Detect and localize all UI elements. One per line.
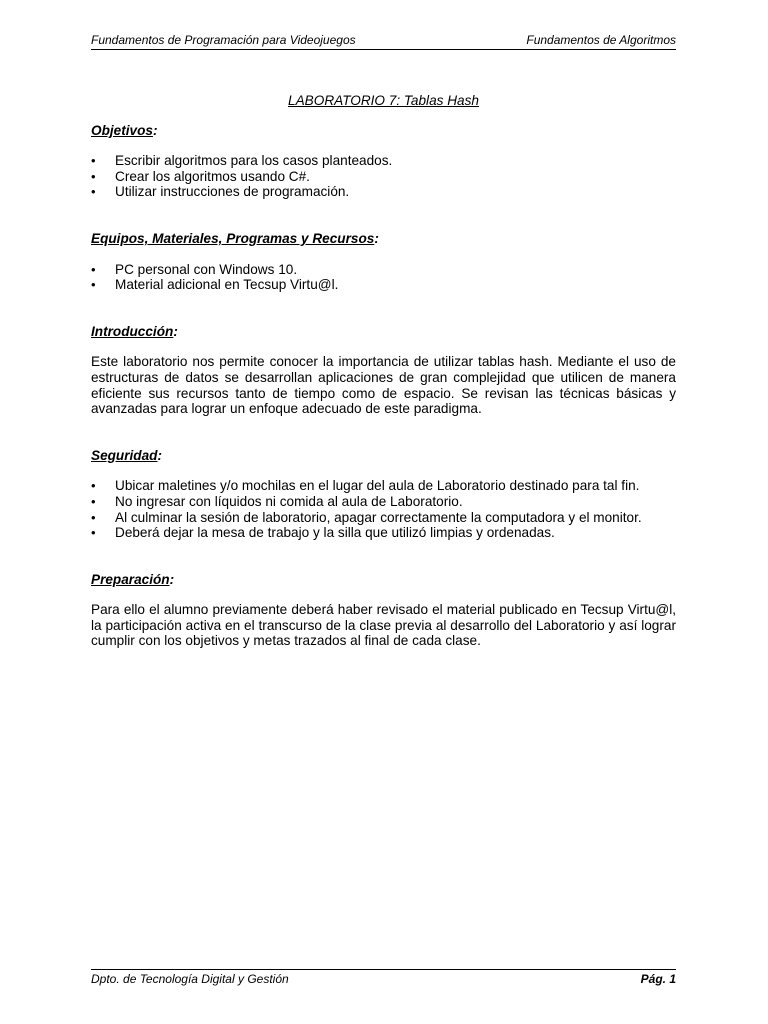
- heading-text: Equipos, Materiales, Programas y Recursos: [91, 230, 375, 246]
- bullet-icon: •: [91, 184, 96, 200]
- list-item: [91, 262, 676, 278]
- list-item-text: Material adicional en Tecsup Virtu@l.: [115, 277, 339, 293]
- heading-text: Objetivos: [91, 122, 153, 138]
- heading-text: Introducción: [91, 323, 174, 339]
- list-item: [91, 494, 676, 510]
- heading-colon: :: [173, 323, 178, 339]
- heading-colon: :: [169, 571, 175, 587]
- page-number: Pág. 1: [640, 972, 676, 986]
- page-footer: [91, 969, 676, 987]
- heading-colon: :: [152, 122, 158, 138]
- section-heading-seguridad: [91, 448, 676, 464]
- list-item-text: Utilizar instrucciones de programación.: [115, 184, 350, 200]
- list-item: [91, 525, 676, 541]
- section-heading-equipos: [91, 231, 676, 247]
- section-heading-preparacion: [91, 572, 676, 588]
- list-item-text: Crear los algoritmos usando C#.: [115, 168, 310, 184]
- heading-colon: :: [374, 230, 379, 246]
- preparacion-paragraph: Para ello el alumno previamente deberá haber revisado el material publicado en Tecsup Virtu@l, la participación activa en el transcurso de la clase previa al desarrollo del Laboratorio y así lograr cumplir con los objetivos y metas trazados al final de cada clase.: [91, 602, 676, 649]
- document-title: LABORATORIO 7: Tablas Hash: [288, 93, 479, 108]
- page-content: [91, 93, 676, 649]
- list-item: [91, 510, 676, 526]
- list-item: [91, 153, 676, 169]
- objetivos-list: [91, 153, 676, 200]
- page-header: [91, 33, 676, 50]
- list-item-text: PC personal con Windows 10.: [115, 261, 298, 277]
- header-course: Fundamentos de Programación para Videojuegos: [91, 33, 356, 47]
- bullet-icon: •: [91, 153, 96, 169]
- list-item-text: Al culminar la sesión de laboratorio, apagar correctamente la computadora y el monitor.: [115, 509, 642, 525]
- list-item: [91, 169, 676, 185]
- heading-text: Seguridad: [91, 447, 158, 463]
- bullet-icon: •: [91, 525, 96, 541]
- section-heading-objetivos: [91, 123, 676, 139]
- section-heading-introduccion: [91, 324, 676, 340]
- bullet-icon: •: [91, 277, 96, 293]
- heading-colon: :: [157, 447, 162, 463]
- bullet-icon: •: [91, 509, 96, 525]
- list-item: [91, 277, 676, 293]
- list-item: [91, 184, 676, 200]
- list-item-text: Deberá dejar la mesa de trabajo y la silla que utilizó limpias y ordenadas.: [115, 525, 555, 541]
- seguridad-list: [91, 478, 676, 540]
- list-item-text: Ubicar maletines y/o mochilas en el lugar del aula de Laboratorio destinado para tal fin.: [115, 478, 640, 494]
- introduccion-paragraph: Este laboratorio nos permite conocer la importancia de utilizar tablas hash. Mediante el uso de estructuras de datos se desarrollan aplicaciones de gran complejidad que utilicen de manera eficiente sus recursos tanto de tiempo como de espacio. Se revisan las técnicas básicas y avanzadas para lograr un enfoque adecuado de este paradigma.: [91, 354, 676, 417]
- bullet-icon: •: [91, 493, 96, 509]
- footer-department: Dpto. de Tecnología Digital y Gestión: [91, 972, 289, 986]
- bullet-icon: •: [91, 478, 96, 494]
- list-item-text: Escribir algoritmos para los casos planteados.: [115, 153, 393, 169]
- bullet-icon: •: [91, 261, 96, 277]
- bullet-icon: •: [91, 168, 96, 184]
- heading-text: Preparación: [91, 571, 170, 587]
- list-item: [91, 478, 676, 494]
- equipos-list: [91, 262, 676, 293]
- list-item-text: No ingresar con líquidos ni comida al aula de Laboratorio.: [115, 493, 463, 509]
- header-subject: Fundamentos de Algoritmos: [526, 33, 676, 47]
